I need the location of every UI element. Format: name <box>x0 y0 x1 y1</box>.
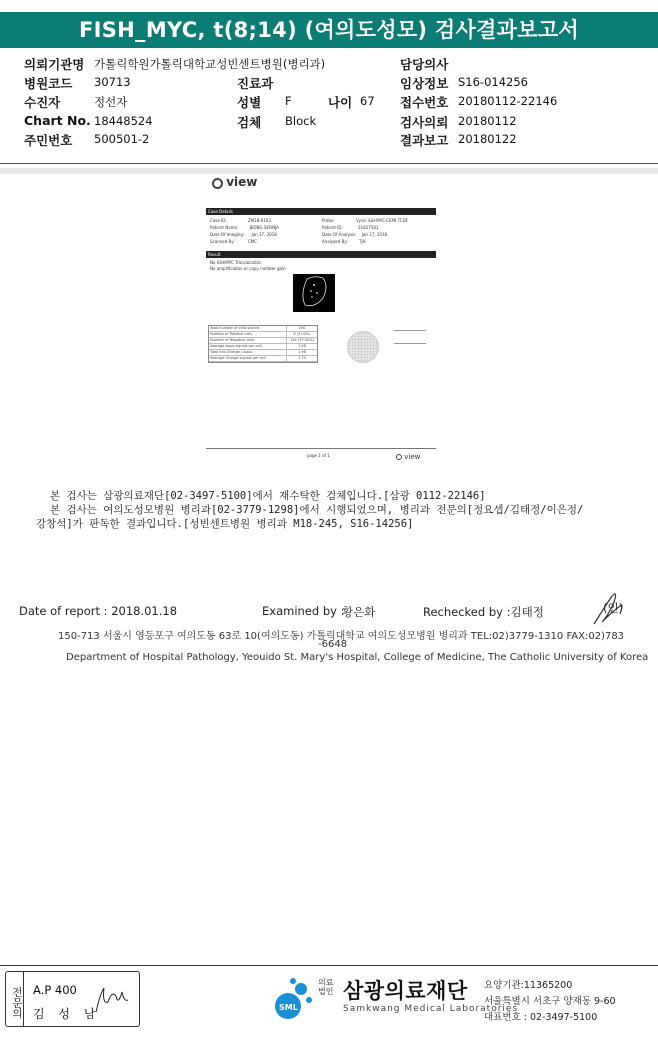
stamp-name: 김 성 남 <box>33 1007 101 1021</box>
info-receipt-no <box>400 93 558 111</box>
report-page-footer: page 1 of 1 <box>307 453 330 458</box>
fish-cell-outline <box>293 274 335 312</box>
case-field-3: Scanned By: CMC <box>210 239 258 244</box>
stamp-vertical-label: 전문의 <box>6 972 24 1026</box>
stats-row: Number of Positive cells 6 (3.00%) <box>209 332 317 338</box>
stats-row: Number of Negative cells 194 (97.00%) <box>209 338 317 344</box>
label-institution: 의뢰기관명 <box>24 57 85 72</box>
value-resident-no: 500501-2 <box>94 132 150 146</box>
value-sex: F <box>285 94 292 108</box>
mini-legend-table <box>394 330 426 344</box>
svg-text:SML: SML <box>279 1003 298 1012</box>
address-korean: 150-713 서울시 영등포구 여의도동 63로 10(여의도동) 가톨릭대학교 여의도성모병원 병리과 TEL:02)3779-1310 FAX:02)783 <box>58 631 625 642</box>
logo-circle-icon <box>212 178 223 189</box>
case-field-right-0: Probe: Vysis IGH-MYC-CEP8 TCDF <box>322 218 409 223</box>
label-chart-no: Chart No. <box>24 113 91 128</box>
logo-text: view <box>226 175 258 189</box>
footer-logo-text: view <box>404 453 421 461</box>
embedded-report-image <box>204 175 438 467</box>
label-department: 진료과 <box>237 76 274 91</box>
label-age: 나이 <box>328 95 353 110</box>
stamp-ap-number: A.P 400 <box>33 983 77 997</box>
footer-divider <box>0 965 658 966</box>
value-receipt-no: 20180112-22146 <box>458 94 558 108</box>
signal-dot-plot <box>347 331 379 363</box>
sml-logo-icon <box>268 976 314 1022</box>
note-line-1: 본 검사는 여의도성모병원 병리과[02-3779-1298]에서 시행되었으며, 병리과 전문의[정요셉/김태정/이은정/ <box>50 504 584 516</box>
case-field-1: Patient Name: JEONG SEONJA <box>210 225 279 230</box>
lab-address: 서울특별시 서초구 양재동 9-60 <box>484 996 616 1007</box>
label-doctor: 담당의사 <box>400 57 449 72</box>
case-field-right-2: Date Of Analysis: Jan 17, 2018 <box>322 232 388 237</box>
value-specimen: Block <box>285 114 317 128</box>
value-request-date: 20180112 <box>458 114 517 128</box>
info-patient <box>24 93 128 111</box>
logo-circle-small-icon <box>396 454 402 460</box>
info-sex <box>237 93 292 111</box>
result-header: Result <box>206 251 436 258</box>
label-request-date: 검사의뢰 <box>400 115 449 130</box>
label-specimen: 검체 <box>237 115 262 130</box>
case-field-right-3: Analyzed By: TJH <box>322 239 366 244</box>
gray-strip <box>0 168 658 174</box>
info-specimen <box>237 113 317 131</box>
value-chart-no: 18448524 <box>94 114 153 128</box>
address-korean-cont: -6648 <box>318 639 348 650</box>
label-hospital-code: 병원코드 <box>24 76 73 91</box>
lab-phone: 대표번호 : 02-3497-5100 <box>484 1012 598 1023</box>
value-hospital-code: 30713 <box>94 75 131 89</box>
bioview-footer-logo <box>396 453 420 461</box>
rechecked-by: Rechecked by :김태정 <box>423 605 544 619</box>
case-details-header: Case Details <box>206 208 436 215</box>
date-of-report: Date of report : 2018.01.18 <box>19 604 178 618</box>
note-line-2: 강창석]가 판독한 결과입니다.[성빈센트병원 병리과 M18-245, S16-14256] <box>36 518 414 530</box>
case-field-right-1: Patient ID: 21827541 <box>322 225 379 230</box>
info-hospital-code <box>24 74 131 92</box>
lab-name-english: Samkwang Medical Laboratories <box>343 1004 519 1014</box>
examined-by-name: 황은화 <box>342 605 376 619</box>
info-age <box>328 93 375 111</box>
info-resident-no <box>24 131 150 149</box>
label-receipt-no: 접수번호 <box>400 95 449 110</box>
info-institution <box>24 55 326 73</box>
label-clinical: 임상정보 <box>400 76 449 91</box>
info-request-date <box>400 113 517 131</box>
lab-code: 요양기관:11365200 <box>484 980 573 991</box>
stats-row: Total number of cells scored 200 <box>209 326 317 332</box>
case-field-2: Date Of Imaging: Jan 17, 2018 <box>210 232 277 237</box>
case-field-0: Case ID: ZM18-0103 <box>210 218 271 223</box>
fish-cell-image <box>293 274 335 312</box>
result-line-0: No IGH/MYC Translocation <box>210 260 262 265</box>
seal-mark: (인) <box>603 601 624 615</box>
stamp-signature <box>92 982 132 1018</box>
info-report-date <box>400 131 517 149</box>
lab-info <box>484 978 616 1026</box>
report-title: FISH_MYC, t(8;14) (여의도성모) 검사결과보고서 <box>0 12 658 48</box>
address-english: Department of Hospital Pathology, Yeouido St. Mary's Hospital, College of Medicine, The Catholic University of Korea <box>66 652 649 663</box>
report-footer-line <box>206 448 436 449</box>
stats-row: Total hits Orange / Aqua 1.98 <box>209 350 317 356</box>
value-report-date: 20180122 <box>458 132 517 146</box>
note-line-0: 본 검사는 삼광의료재단[02-3497-5100]에서 재수탁한 검체입니다.[삼광 0112-22146] <box>50 490 486 502</box>
examined-by-label: Examined by : <box>262 604 345 618</box>
stats-table <box>208 325 318 363</box>
signature-scribble <box>590 588 630 630</box>
value-institution: 가톨릭학원가톨릭대학교성빈센트병원(병리과) <box>94 57 326 71</box>
info-clinical <box>400 74 528 92</box>
value-patient: 정선자 <box>94 95 128 109</box>
bioview-logo <box>212 175 257 189</box>
label-resident-no: 주민번호 <box>24 133 73 148</box>
lab-name-korean: 삼광의료재단 <box>343 979 468 1003</box>
pathologist-stamp <box>5 971 140 1027</box>
stats-row: Average aqua signals per cell 1.98 <box>209 344 317 350</box>
info-doctor <box>400 55 448 73</box>
stats-row: Average Orange signals per cell 1.70 <box>209 356 317 362</box>
value-clinical: S16-014256 <box>458 75 528 89</box>
value-age: 67 <box>360 94 375 108</box>
label-patient: 수진자 <box>24 95 61 110</box>
result-line-1: No amplification or copy number gain <box>210 266 286 271</box>
header-divider <box>0 163 658 164</box>
label-report-date: 결과보고 <box>400 133 449 148</box>
info-chart-no <box>24 113 153 128</box>
label-sex: 성별 <box>237 95 262 110</box>
info-department <box>237 74 273 92</box>
lab-prefix: 의료 법인 <box>318 978 334 996</box>
